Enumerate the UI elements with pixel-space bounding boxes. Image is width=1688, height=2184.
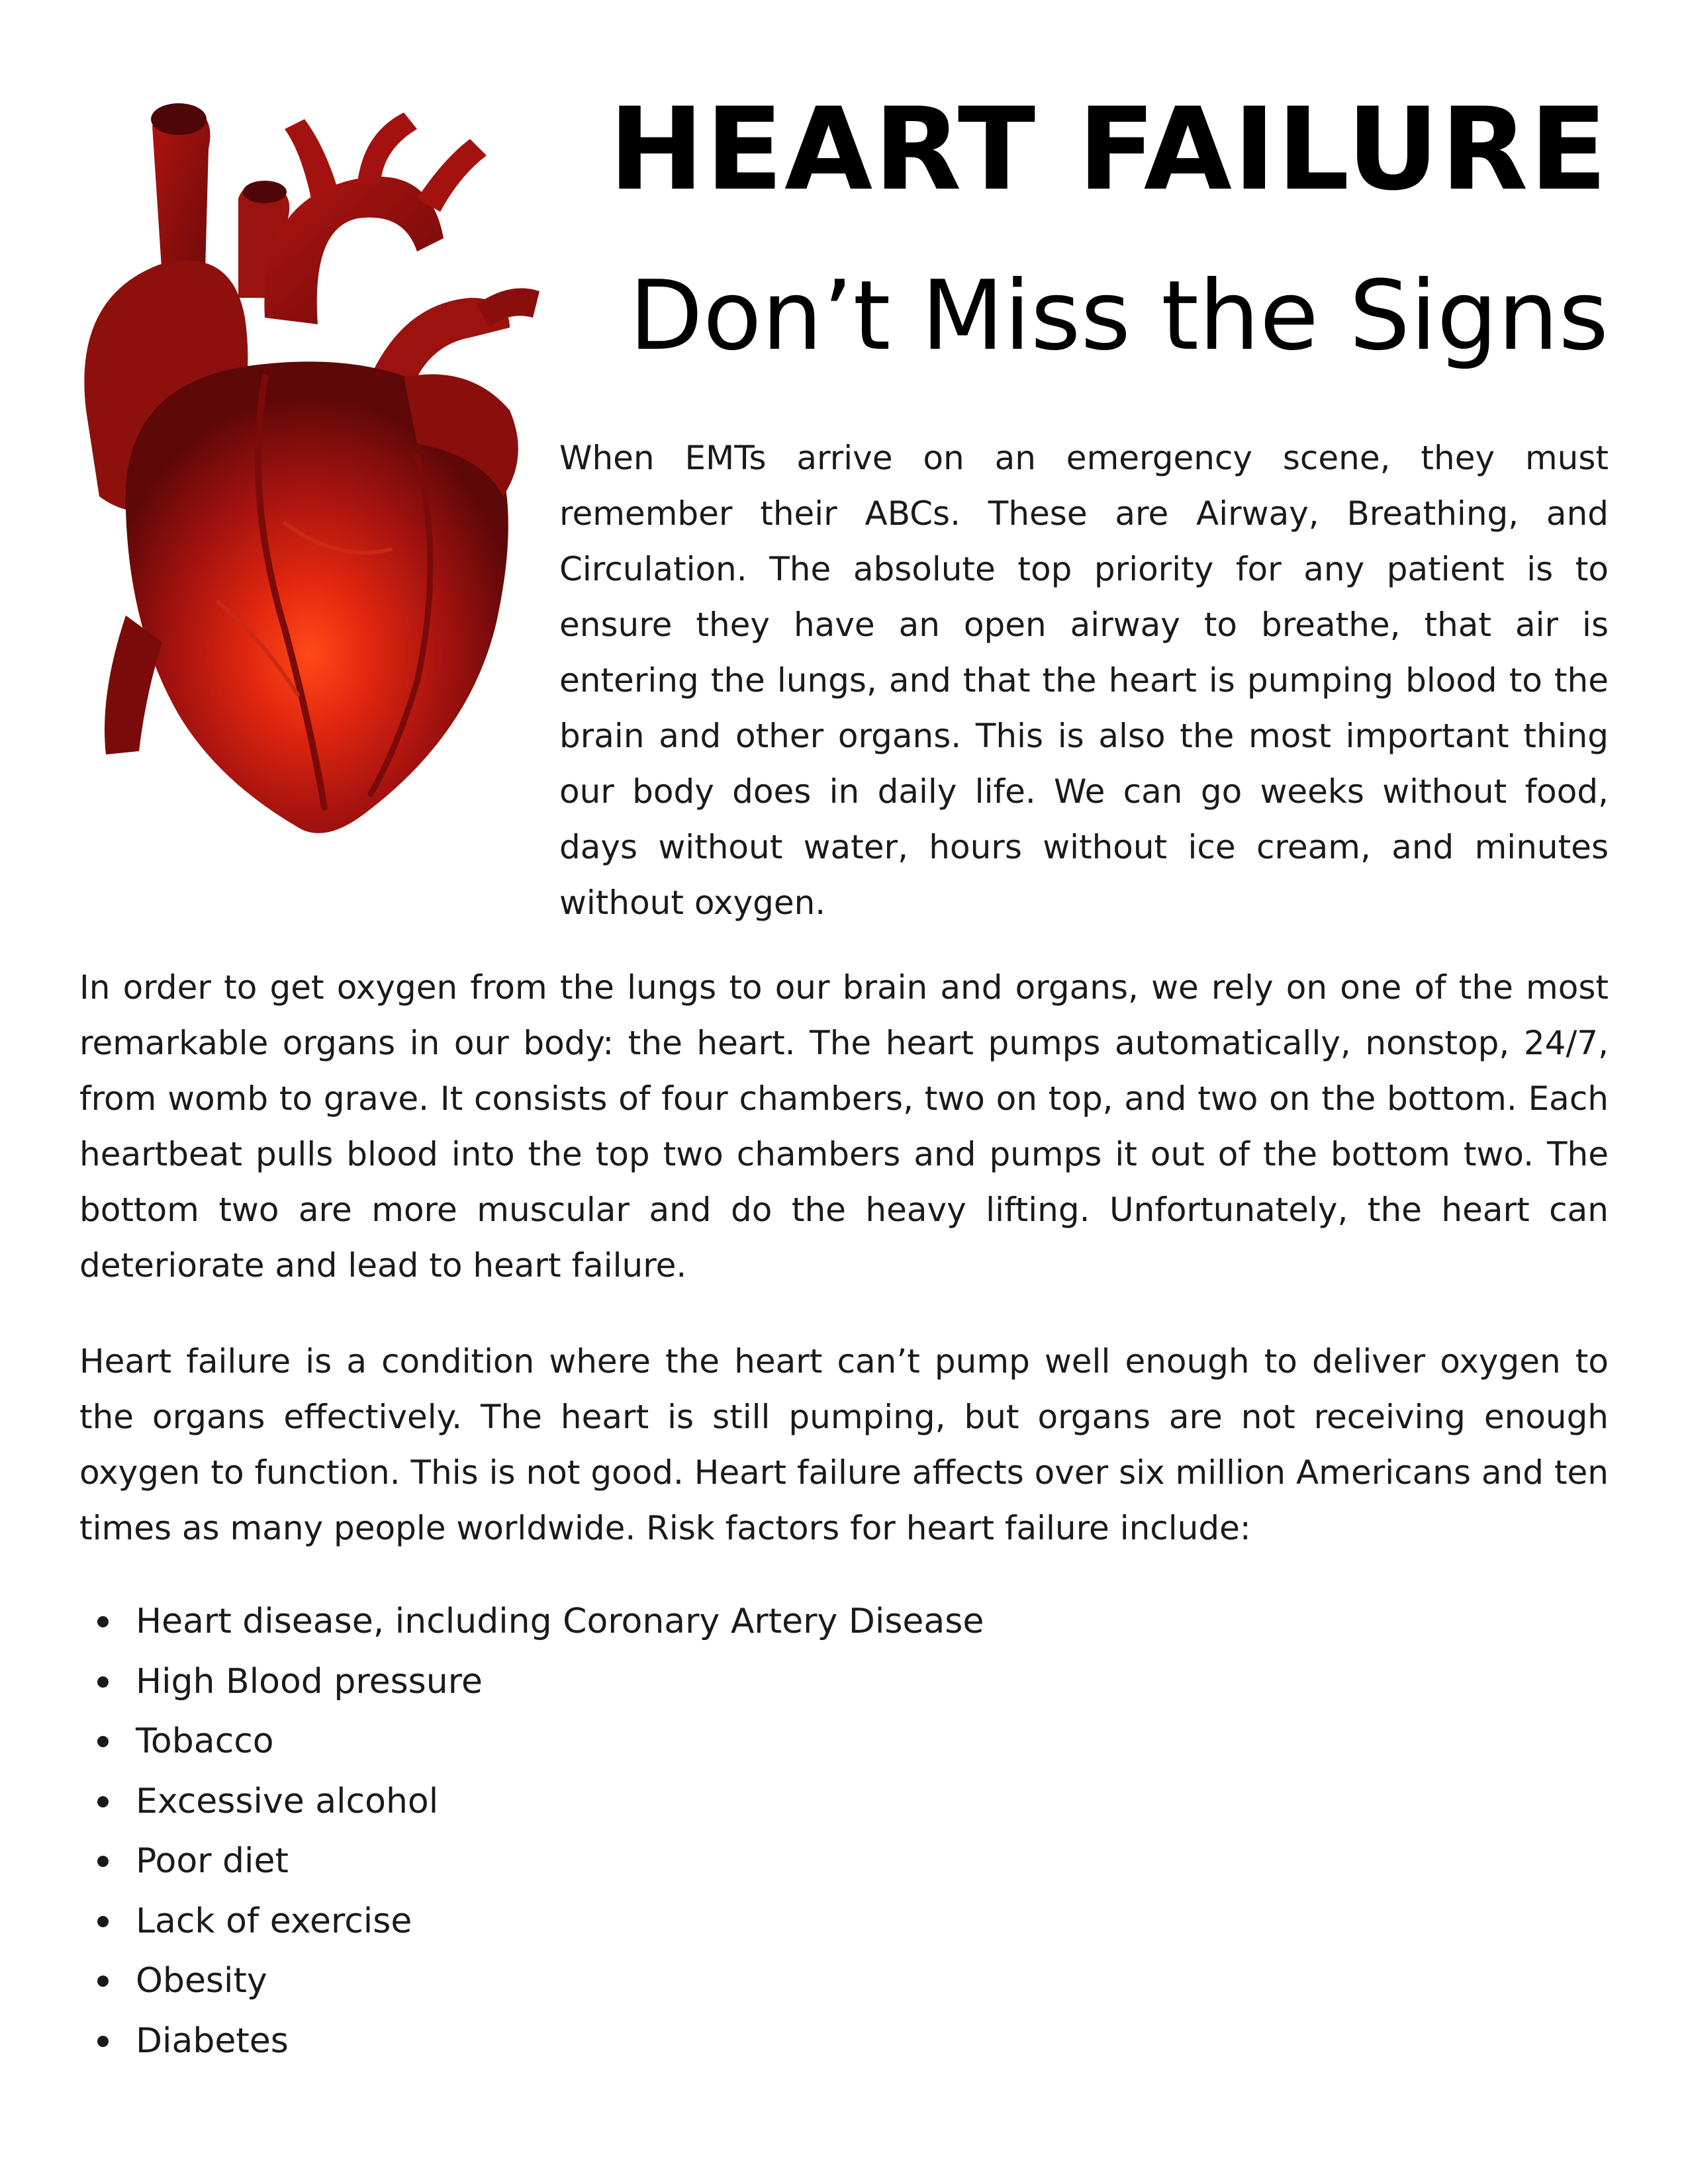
heart-failure-paragraph: Heart failure is a condition where the heart can’t pump well enough to deliver oxygen to the organs effectively. The heart is still pumping, but organs are not receiving enough oxygen to function. This is not good. Heart failure affects over six million Americans and ten times as many people worldwide. Risk factors for heart failure include: xyxy=(79,1342,1609,1547)
risk-factor-label: Obesity xyxy=(136,1961,267,2001)
list-item xyxy=(79,1831,1072,1891)
vessel-opening xyxy=(151,103,207,135)
vessel-opening xyxy=(243,181,287,203)
bullet-icon xyxy=(97,1796,109,1807)
bullet-icon xyxy=(97,2036,109,2047)
bullet-icon xyxy=(97,1676,109,1688)
risk-factor-label: Poor diet xyxy=(136,1841,289,1881)
page-title: HEART FAILURE xyxy=(608,83,1609,216)
bullet-icon xyxy=(97,1976,109,1987)
risk-factor-label: Heart disease, including Coronary Artery Disease xyxy=(136,1602,984,1641)
risk-factor-label: Diabetes xyxy=(136,2021,289,2061)
list-item xyxy=(79,1652,1072,1712)
bullet-icon xyxy=(97,1916,109,1927)
heart-function-paragraph: In order to get oxygen from the lungs to our brain and organs, we rely on one of the most remarkable organs in our body: the heart. The heart pumps automatically, nonstop, 24/7, from womb to grave. It consists of four chambers, two on top, and two on the bottom. Each heartbeat pulls blood into the top two chambers and pumps it out of the bottom two. The bottom two are more muscular and do the heavy lifting. Unfortunately, the heart can deteriorate and lead to heart failure. xyxy=(79,968,1609,1285)
risk-factor-label: Tobacco xyxy=(136,1721,274,1761)
list-item xyxy=(79,2011,1072,2071)
inferior-vena-cava xyxy=(105,615,162,754)
aortic-arch xyxy=(264,177,444,324)
risk-factor-label: Excessive alcohol xyxy=(136,1781,439,1821)
bullet-icon xyxy=(97,1856,109,1867)
bullet-icon xyxy=(97,1736,109,1747)
page-subtitle: Don’t Miss the Signs xyxy=(629,260,1609,372)
risk-factor-label: High Blood pressure xyxy=(136,1661,483,1702)
anatomical-heart-icon xyxy=(46,99,549,847)
intro-paragraph: When EMTs arrive on an emergency scene, they must remember their ABCs. These are Airway, Breathing, and Circulation. The absolute top priority for any patient is to ensure they have an open airway to breathe, that air is entering the lungs, and that the heart is pumping blood to the brain and other organs. This is also the most important thing our body does in daily life. We can go weeks without food, days without water, hours without ice cream, and minutes without oxygen. xyxy=(559,439,1609,922)
risk-factors-list xyxy=(79,1592,1072,2071)
heart-graphic xyxy=(46,99,549,847)
subclavian-artery xyxy=(417,139,487,212)
list-item xyxy=(79,1711,1072,1772)
list-item xyxy=(79,1951,1072,2011)
carotid-artery xyxy=(357,113,417,182)
list-item xyxy=(79,1592,1072,1652)
bullet-icon xyxy=(97,1616,109,1627)
list-item xyxy=(79,1772,1072,1832)
risk-factor-label: Lack of exercise xyxy=(136,1901,412,1941)
brachiocephalic-artery xyxy=(285,119,338,199)
list-item xyxy=(79,1891,1072,1952)
